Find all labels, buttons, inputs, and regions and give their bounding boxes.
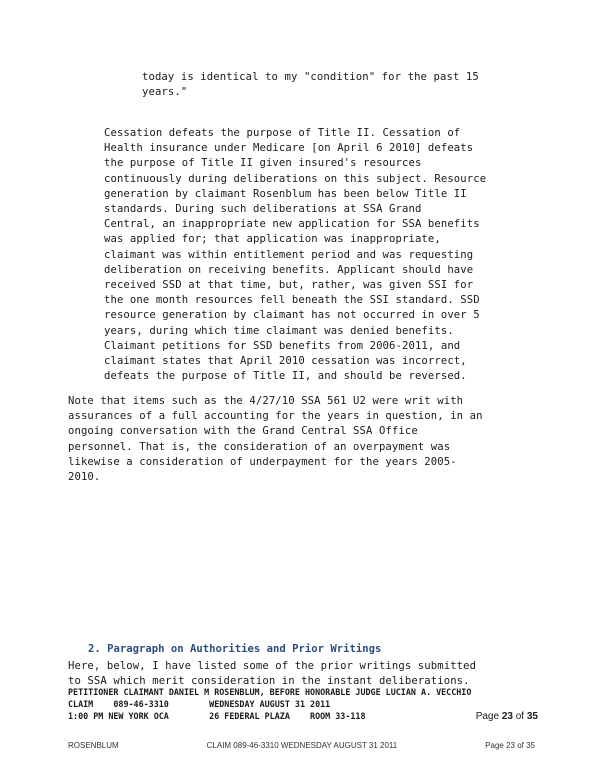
text-line: Note that items such as the 4/27/10 SSA 561 U2 were writ with: [68, 395, 464, 407]
page-footer: [68, 741, 535, 750]
text-line: Cessation defeats the purpose of Title II. Cessation of: [104, 127, 461, 139]
text-line: 2010.: [68, 471, 101, 484]
text-line: deliberation on receiving benefits. Applicant should have: [104, 263, 474, 276]
text-line: Central, an inappropriate new application for SSA benefits: [104, 218, 480, 231]
text-line: Claimant petitions for SSD benefits from 2006-2011, and: [104, 339, 461, 352]
page-prefix: Page: [475, 711, 502, 723]
case-header-line: PETITIONER CLAIMANT DANIEL M ROSENBLUM, BEFORE HONORABLE JUDGE LUCIAN A. VECCHIO: [68, 687, 472, 697]
text-line: the one month resources fell beneath the SSI standard. SSD: [104, 294, 480, 307]
page-of: of: [512, 711, 527, 723]
text-line: ongoing conversation with the Grand Central SSA Office: [68, 425, 418, 438]
text-line: to SSA which merit consideration in the instant deliberations.: [68, 675, 470, 688]
section-heading: 2. Paragraph on Authorities and Prior Writings: [88, 643, 382, 655]
text-line: personnel. That is, the consideration of an overpayment was: [68, 440, 451, 453]
text-line: years, during which time claimant was denied benefits.: [104, 324, 454, 337]
case-header-line: CLAIM 089-46-3310 WEDNESDAY AUGUST 31 2011: [68, 699, 331, 710]
case-header: [68, 686, 538, 723]
text-line: the purpose of Title II given insured's resources: [104, 157, 422, 170]
case-header-line: 1:00 PM NEW YORK OCA 26 FEDERAL PLAZA ROOM 33-118: [68, 711, 366, 722]
text-line: years.": [142, 86, 188, 99]
text-line: claimant states that April 2010 cessation was incorrect,: [104, 355, 467, 368]
text-line: generation by claimant Rosenblum has been below Title II: [104, 187, 467, 200]
case-header-row: [68, 710, 538, 722]
text-line: likewise a consideration of underpayment for the years 2005-: [68, 455, 457, 468]
note-paragraph: [68, 394, 538, 485]
footer-left: ROSENBLUM: [68, 741, 119, 750]
text-line: Here, below, I have listed some of the prior writings submitted: [68, 660, 477, 672]
text-line: Health insurance under Medicare [on April 6 2010] defeats: [104, 142, 474, 155]
footer-right: Page 23 of 35: [485, 741, 535, 750]
text-line: resource generation by claimant has not occurred in over 5: [104, 309, 480, 322]
text-line: today is identical to my "condition" for the past 15: [142, 71, 479, 83]
text-line: was applied for; that application was inappropriate,: [104, 233, 441, 246]
text-line: continuously during deliberations on this subject. Resource: [104, 172, 487, 185]
page-total: 35: [526, 711, 538, 723]
quote-tail: [142, 70, 522, 100]
text-line: standards. During such deliberations at SSA Grand: [104, 203, 422, 216]
text-line: received SSD at that time, but, rather, was given SSI for: [104, 279, 474, 292]
page-current: 23: [501, 711, 513, 723]
text-line: assurances of a full accounting for the years in question, in an: [68, 410, 483, 423]
cessation-paragraph: [104, 126, 524, 384]
text-line: claimant was within entitlement period and was requesting: [104, 248, 474, 261]
footer-center: CLAIM 089-46-3310 WEDNESDAY AUGUST 31 2011: [206, 741, 398, 750]
text-line: defeats the purpose of Title II, and should be reversed.: [104, 370, 467, 383]
page-indicator: [476, 711, 538, 722]
intro-paragraph: [68, 659, 538, 689]
